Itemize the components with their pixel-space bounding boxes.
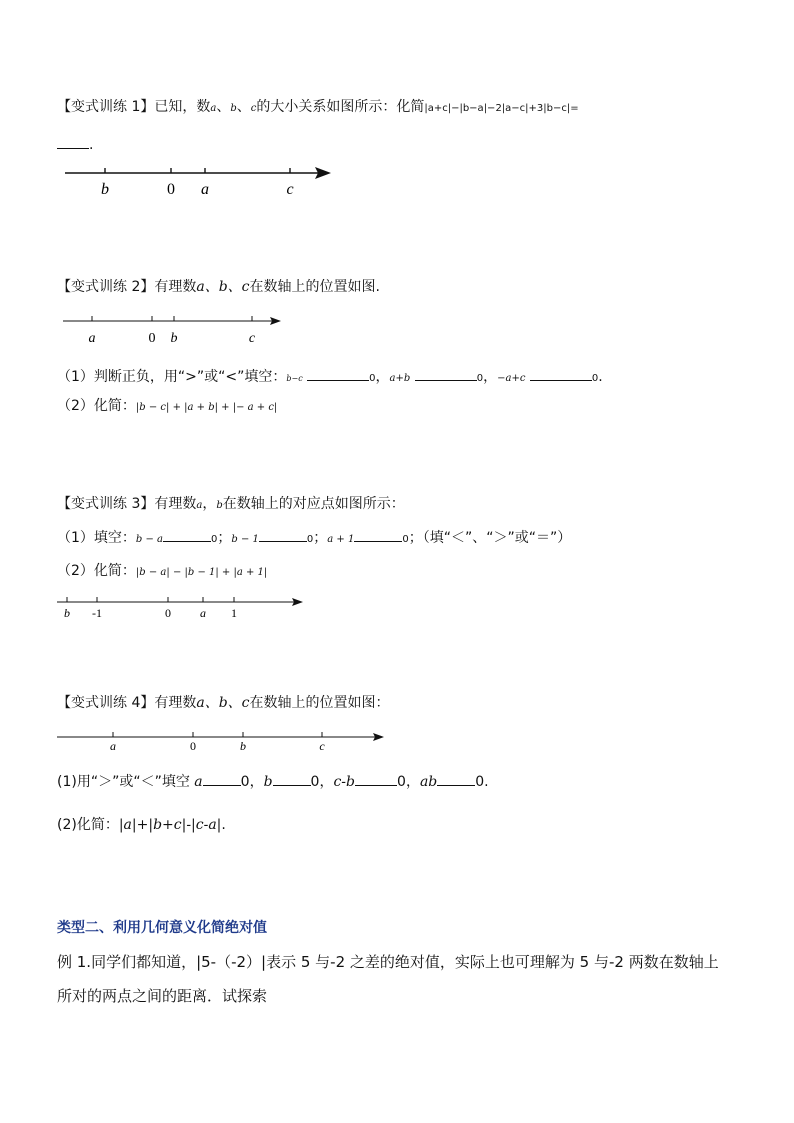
ex1-var-b: b [230, 103, 237, 114]
ex4-q2-end: . [221, 817, 226, 833]
ex4-q1-blank3[interactable] [355, 771, 397, 786]
ex4-label: 【变式训练 4】 [57, 695, 155, 711]
ex2-q1-zero2: 0 [476, 373, 484, 384]
ex2-label: 【变式训练 2】 [57, 279, 155, 295]
ex3-q1-label: （1）填空： [57, 530, 136, 546]
ex1-number-line [0, 160, 360, 200]
ex1-answer-line [57, 134, 93, 155]
ex3-text-b: 在数轴上的对应点如图所示： [222, 496, 405, 512]
ex3-q1-hint: （填“＜”、“＞”或“＝”） [422, 530, 572, 546]
ex4-q1-expr4: ab [419, 774, 438, 790]
ex3-q1-blank1[interactable] [163, 527, 211, 542]
ex4-q1-blank1[interactable] [203, 771, 241, 786]
ex4-q1-zero3: 0 [397, 774, 406, 790]
ex3-tick-label-a: a [200, 606, 206, 620]
ex4-text-b: 在数轴上的位置如图： [249, 695, 390, 711]
ex4-tick-label-a: a [110, 739, 116, 753]
ex3-q1-expr3: a + 1 [327, 534, 355, 545]
ex2-q1-comma1: ， [375, 369, 390, 385]
ex1-sep1: 、 [216, 99, 231, 115]
ex2-vars: a、b、c [196, 279, 250, 295]
ex1-tick-label-a: a [201, 181, 209, 198]
ex4-q1-zero1: 0 [240, 774, 250, 790]
ex2-q2-label: （2）化简： [57, 398, 136, 414]
ex1-var-a: a [210, 103, 217, 114]
ex1-label: 【变式训练 1】 [57, 99, 155, 115]
ex2-q1-expr2: a+b [389, 373, 411, 384]
ex4-tick-label-b: b [240, 739, 246, 753]
example1-paragraph-line1: 例 1.同学们都知道，|5-（-2）|表示 5 与-2 之差的绝对值，实际上也可理解为 5 与-2 两数在数轴上 [57, 953, 719, 971]
ex2-q1-blank1[interactable] [307, 366, 369, 381]
ex4-q1-comma2: ， [319, 774, 334, 790]
ex1-text-b: 的大小关系如图所示：化简 [256, 99, 425, 115]
ex2-text: 有理数 [154, 279, 197, 295]
ex1-text-a: 已知，数 [154, 99, 211, 115]
ex4-q1-zero4: 0 [475, 774, 485, 790]
ex2-q1-expr3: −a+c [497, 373, 526, 384]
ex2-q1-zero1: 0 [369, 373, 376, 384]
ex2-text-b: 在数轴上的位置如图. [249, 279, 380, 295]
ex1-sep2: 、 [236, 99, 251, 115]
ex3-q1-zero3: 0 [402, 534, 409, 545]
ex3-tick-label-1: 1 [231, 606, 237, 620]
ex1-tick-label-b: b [101, 181, 109, 198]
ex3-q1-blank2[interactable] [259, 527, 307, 542]
ex3-q1-semi1: ； [217, 530, 232, 546]
ex2-tick-label-a: a [88, 331, 96, 346]
ex4-tick-label-c: c [319, 739, 325, 753]
ex1-var-c: c [250, 103, 257, 114]
ex4-q1-period: . [484, 774, 489, 790]
ex2-tick-label-c: c [248, 331, 256, 346]
ex2-q1-comma2: ， [483, 369, 498, 385]
ex4-q1-expr3: c-b [333, 774, 356, 790]
ex3-label: 【变式训练 3】 [57, 496, 155, 512]
ex3-tick-label-0: 0 [165, 606, 171, 620]
ex2-number-line [0, 312, 300, 352]
ex3-q1 [57, 527, 571, 550]
ex4-q1-comma3: ， [405, 774, 420, 790]
ex3-q1-expr2: b − 1 [231, 534, 259, 545]
ex2-q1-blank2[interactable] [415, 366, 477, 381]
ex2-q1-blank3[interactable] [530, 366, 592, 381]
ex4-q1-blank2[interactable] [273, 771, 311, 786]
ex3-q1-expr1: b − a [135, 534, 164, 545]
ex4-statement [57, 693, 390, 713]
ex3-q1-zero2: 0 [306, 534, 314, 545]
ex3-var-a: a [196, 500, 203, 511]
ex3-q1-zero1: 0 [211, 534, 218, 545]
ex4-q1-comma1: ， [249, 774, 264, 790]
ex4-vars: a、b、c [196, 695, 250, 711]
ex3-q1-semi3: ； [408, 530, 423, 546]
ex1-tick-label-0: 0 [167, 181, 175, 198]
ex4-q1 [57, 771, 489, 792]
ex4-text: 有理数 [154, 695, 197, 711]
ex4-q1-blank4[interactable] [437, 771, 475, 786]
ex1-end: . [89, 137, 94, 153]
ex2-q1-period: . [598, 369, 603, 385]
ex3-q1-semi2: ； [313, 530, 328, 546]
ex1-tick-label-c: c [286, 181, 294, 198]
ex4-number-line [0, 729, 400, 759]
ex4-q1-expr1: a [194, 774, 203, 790]
ex1-expression: |a+c|−|b−a|−2|a−c|+3|b−c|= [424, 103, 579, 114]
ex2-q1-label: （1）判断正负，用“>”或“<”填空： [57, 369, 287, 385]
ex3-q2-expression: |b − a| − |b − 1| + |a + 1| [135, 567, 268, 578]
ex4-q1-prefix: (1)用“＞”或“＜”填空 [57, 774, 190, 790]
ex4-tick-label-0: 0 [190, 739, 196, 753]
ex3-q1-blank3[interactable] [354, 527, 402, 542]
ex2-q1-expr1: b−c [286, 374, 303, 383]
ex3-text: 有理数 [154, 496, 197, 512]
ex4-q2 [57, 815, 226, 835]
ex2-tick-label-0: 0 [148, 331, 156, 346]
ex3-statement [57, 494, 405, 516]
ex4-q1-expr2: b [263, 774, 273, 790]
ex3-var-b: b [216, 500, 223, 511]
ex2-q1-zero3: 0 [591, 373, 599, 384]
ex3-q2-label: （2）化简： [57, 563, 136, 579]
ex2-tick-label-b: b [170, 331, 178, 346]
ex3-tick-label-neg1: -1 [92, 606, 102, 620]
section-heading: 类型二、利用几何意义化简绝对值 [57, 920, 267, 936]
ex3-number-line [0, 594, 320, 624]
ex3-sep: ， [202, 496, 217, 512]
ex1-statement [57, 97, 579, 119]
ex2-q1 [57, 366, 603, 389]
ex4-q1-zero2: 0 [310, 774, 320, 790]
example1-paragraph-line2: 所对的两点之间的距离．试探索 [57, 987, 268, 1005]
ex4-q2-expression: |a|+|b+c|-|c-a| [118, 817, 222, 833]
ex4-q2-label: (2)化简： [57, 817, 119, 833]
ex3-tick-label-b: b [64, 606, 70, 620]
ex1-answer-blank[interactable] [57, 134, 89, 149]
ex2-q2-expression: |b − c| + |a + b| + |− a + c| [135, 402, 278, 413]
ex3-q2 [57, 561, 267, 583]
ex2-statement [57, 277, 380, 297]
ex2-q2 [57, 396, 277, 418]
